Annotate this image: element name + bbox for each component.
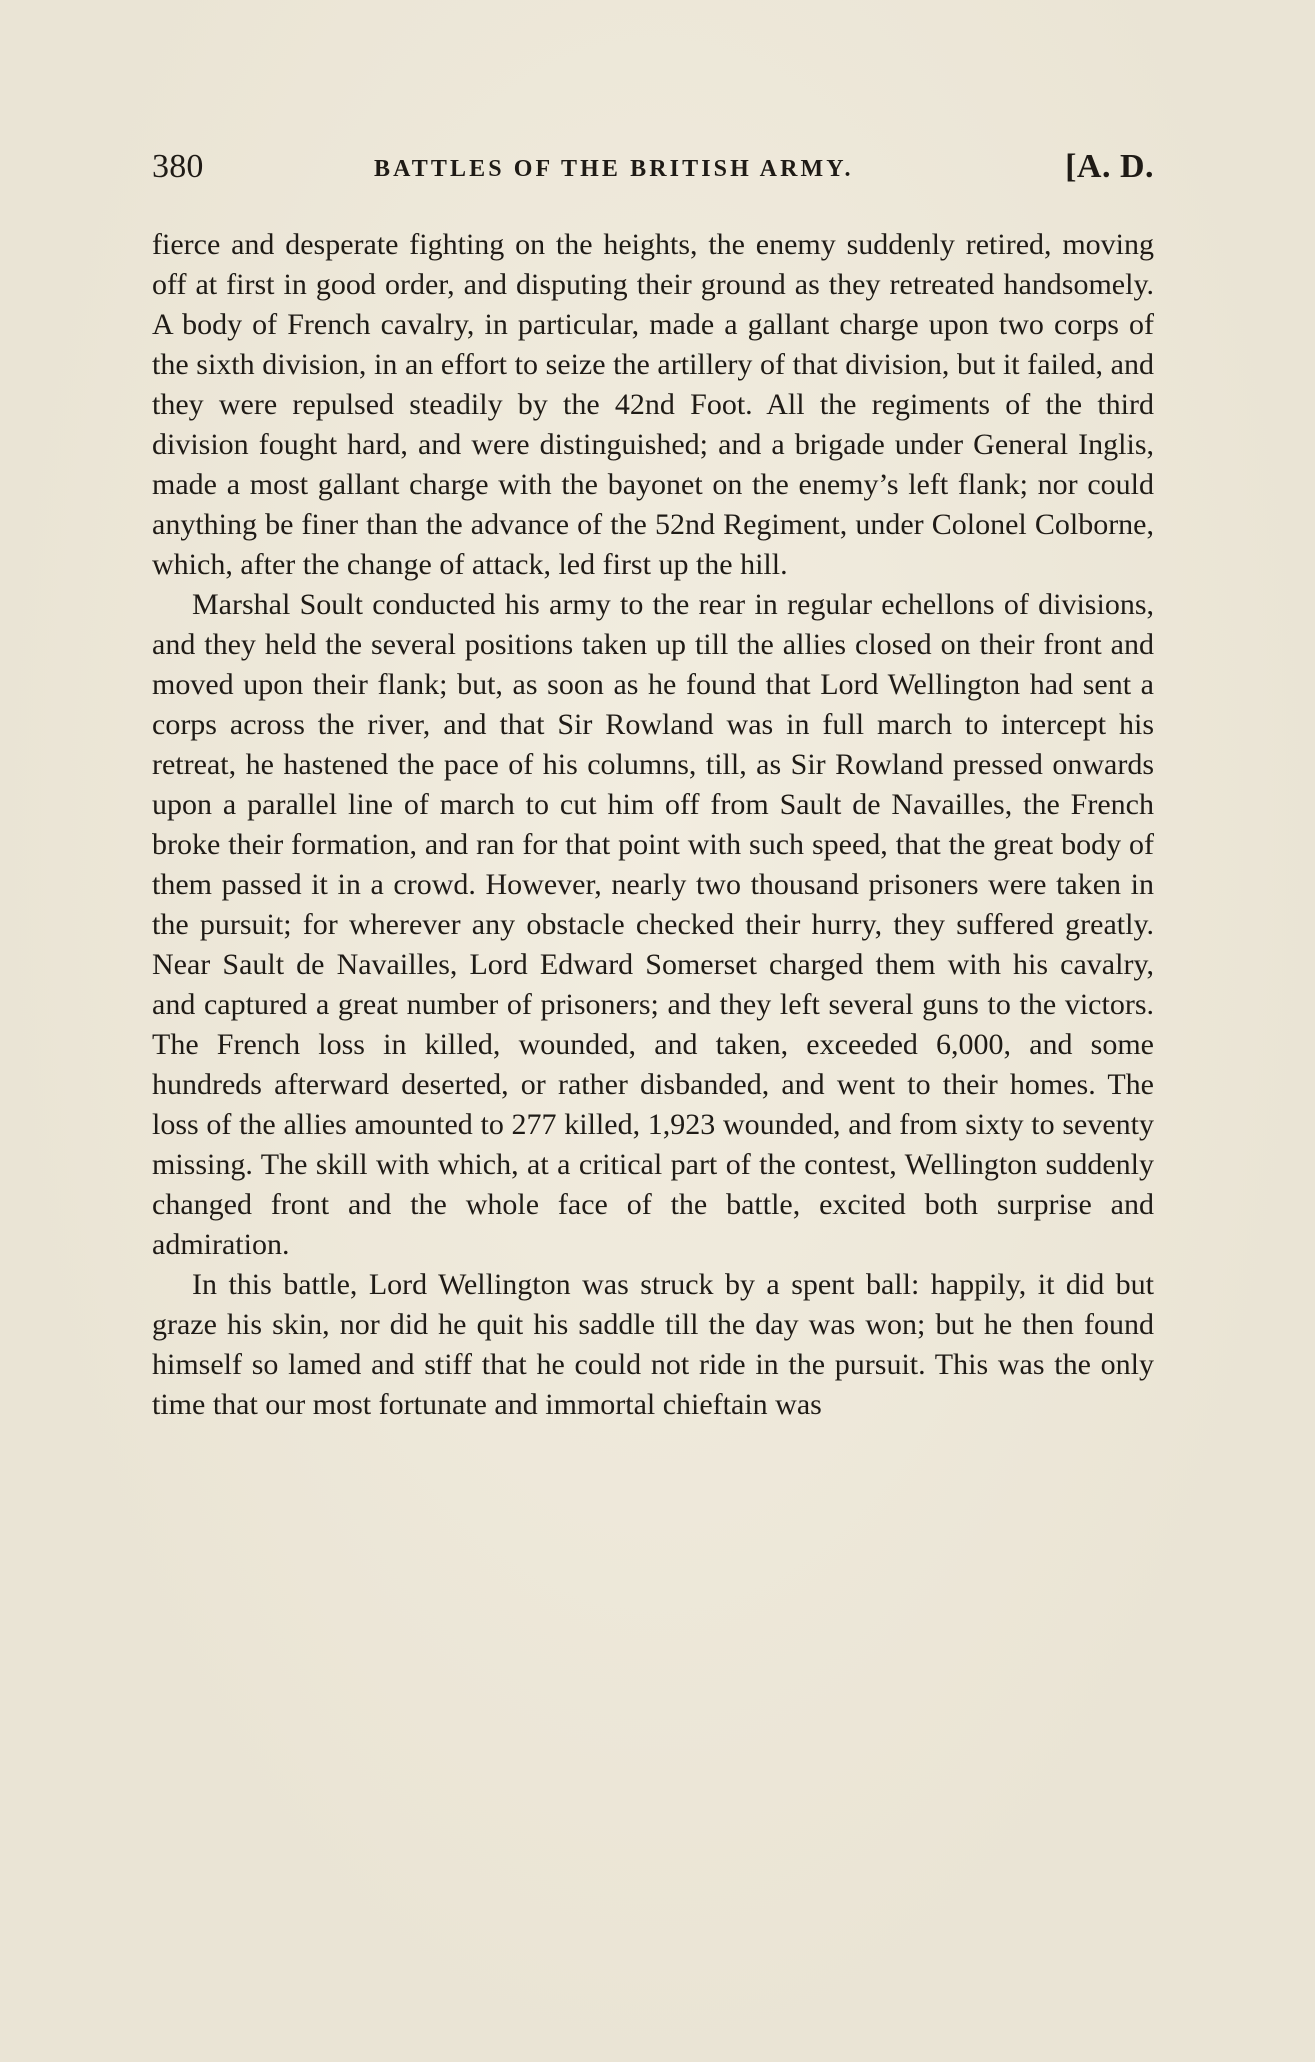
paragraph-1: fierce and desperate fighting on the heights, the enemy suddenly retired, moving off at first in good order, and disputing their ground as they retreated handsomely. A body of French cavalry, in particular, made a gallant charge upon two corps of the sixth division, in an effort to seize the artillery of that division, but it failed, and they were repulsed steadily by the 42nd Foot. All the regiments of the third division fought hard, and were distinguished; and a brigade under General Inglis, made a most gallant charge with the bayonet on the enemy’s left flank; nor could anything be finer than the advance of the 52nd Regiment, under Colonel Colborne, which, after the change of attack, led first up the hill. (152, 228, 1154, 581)
paragraph-3: In this battle, Lord Wellington was struck by a spent ball: happily, it did but graze his skin, nor did he quit his saddle till the day was won; but he then found himself so lamed and stiff that he could not ride in the pursuit. This was the only time that our most fortunate and immortal chieftain was (152, 1268, 1154, 1421)
era-marker: [A. D. (1065, 148, 1154, 185)
paragraph-2: Marshal Soult conducted his army to the rear in regular echellons of divisions, and they held the several positions taken up till the allies closed on their front and moved upon their flank; but, as soon as he found that Lord Wellington had sent a corps across the river, and that Sir Rowland was in full march to intercept his retreat, he hastened the pace of his columns, till, as Sir Rowland pressed onwards upon a parallel line of march to cut him off from Sault de Navailles, the French broke their formation, and ran for that point with such speed, that the great body of them passed it in a crowd. However, nearly two thousand prisoners were taken in the pursuit; for wherever any obstacle checked their hurry, they suffered greatly. Near Sault de Navailles, Lord Edward Somerset charged them with his cavalry, and captured a great number of prisoners; and they left several guns to the victors. The French loss in killed, wounded, and taken, exceeded 6,000, and some hundreds afterward deserted, or rather disbanded, and went to their homes. The loss of the allies amounted to 277 killed, 1,923 wounded, and from sixty to seventy missing. The skill with which, at a critical part of the contest, Wellington suddenly changed front and the whole face of the battle, excited both surprise and admiration. (152, 588, 1154, 1261)
page-header (152, 150, 1154, 194)
body-text (152, 225, 1154, 1425)
page-number: 380 (152, 148, 204, 185)
running-title: BATTLES OF THE BRITISH ARMY. (374, 156, 854, 182)
